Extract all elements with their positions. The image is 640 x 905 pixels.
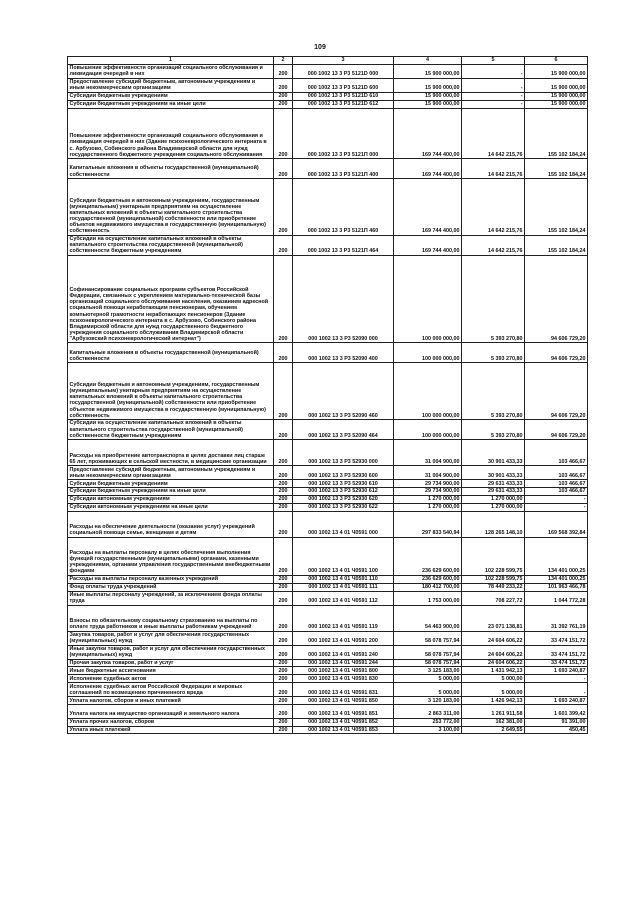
row-unexecuted-amount: 94 606 729,20 [525,255,588,343]
row-description: Субсидии бюджетным и автономным учреждениям, государственным (муниципальным) унитарным предприятиям на осуществление капитальных вложений в объекты капитального строительства государственной (муниципальной) собственности или приобретение объектов недвижимого имущества в государственную (муниципальную) собственность [68,179,274,236]
table-row [68,466,588,480]
table-row [68,235,588,255]
table-row [68,503,588,511]
row-line-code: 200 [274,667,293,675]
row-unexecuted-amount: 31 392 761,19 [525,605,588,631]
row-line-code: 200 [274,466,293,480]
row-approved-amount: 100 000 000,00 [394,363,462,420]
row-description: Иные закупки товаров, работ и услуг для обеспечения государственных (муниципальных) нужд [68,645,274,659]
row-budget-code: 000 1002 13 4 01 Ч0591 240 [293,645,394,659]
row-line-code: 200 [274,675,293,683]
row-approved-amount: 31 004 900,00 [394,440,462,466]
column-header: 1 [68,57,274,65]
row-line-code: 200 [274,159,293,179]
row-description: Капитальные вложения в объекты государственной (муниципальной) собственности [68,343,274,363]
row-executed-amount: 30 901 433,33 [462,440,525,466]
row-description: Расходы на выплаты персоналу в целях обеспечения выполнения функций государственными (муниципальными) органами, казенными учреждениями, органами управления государственными внебюджетными фондами [68,537,274,575]
row-line-code: 200 [274,179,293,236]
row-approved-amount: 100 000 000,00 [394,255,462,343]
row-approved-amount: 3 125 183,00 [394,667,462,675]
row-line-code: 200 [274,645,293,659]
row-approved-amount: 29 734 900,00 [394,488,462,496]
row-approved-amount: 5 000,00 [394,675,462,683]
row-executed-amount: - [462,92,525,100]
row-executed-amount: 14 642 215,76 [462,179,525,236]
row-approved-amount: 1 270 000,00 [394,495,462,503]
row-unexecuted-amount: 1 693 240,87 [525,667,588,675]
row-budget-code: 000 1002 13 3 P3 52930 620 [293,495,394,503]
row-description: Уплата налога на имущество организаций и земельного налога [68,705,274,719]
column-header: 6 [525,57,588,65]
row-executed-amount: 30 901 433,33 [462,466,525,480]
row-line-code: 200 [274,631,293,645]
row-description: Субсидии бюджетным и автономным учреждениям, государственным (муниципальным) унитарным предприятиям на осуществление капитальных вложений в объекты капитального строительства государственной (муниципальной) собственности или приобретение объектов недвижимого имущества в государственную (муниципальную) собственность [68,363,274,420]
row-unexecuted-amount: 155 102 184,24 [525,108,588,159]
row-budget-code: 000 1002 13 3 P3 52930 612 [293,488,394,496]
page-number: 109 [314,44,326,51]
row-line-code: 200 [274,235,293,255]
row-description: Взносы по обязательному социальному страхованию на выплаты по оплате труда работников и иные выплаты работникам учреждений [68,605,274,631]
row-executed-amount: 24 604 606,22 [462,645,525,659]
row-description: Субсидии бюджетным учреждениям на иные цели [68,488,274,496]
row-executed-amount: 29 631 433,33 [462,480,525,488]
table-row [68,705,588,719]
row-description: Предоставление субсидий бюджетным, автономным учреждениям и иным некоммерческим организациям [68,466,274,480]
row-line-code: 200 [274,343,293,363]
row-budget-code: 000 1002 13 4 01 Ч0591 853 [293,726,394,734]
row-description: Исполнение судебных актов Российской Федерации и мировых соглашений по возмещению причиненного вреда [68,683,274,697]
row-budget-code: 000 1002 13 3 P3 52930 610 [293,480,394,488]
row-line-code: 200 [274,495,293,503]
row-line-code: 200 [274,575,293,583]
row-budget-code: 000 1002 13 3 P3 5121D 610 [293,92,394,100]
row-executed-amount: 5 393 270,80 [462,343,525,363]
row-executed-amount: 24 604 606,22 [462,659,525,667]
row-approved-amount: 169 744 400,00 [394,235,462,255]
row-budget-code: 000 1002 13 4 01 Ч0591 244 [293,659,394,667]
table-row [68,179,588,236]
row-approved-amount: 169 744 400,00 [394,159,462,179]
row-unexecuted-amount: 91 391,00 [525,718,588,726]
row-executed-amount: 1 270 000,00 [462,503,525,511]
row-approved-amount: 169 744 400,00 [394,108,462,159]
row-budget-code: 000 1002 13 3 P3 52090 464 [293,420,394,440]
row-approved-amount: 29 734 900,00 [394,480,462,488]
row-line-code: 200 [274,659,293,667]
row-executed-amount: 1 426 942,13 [462,697,525,705]
table-row [68,495,588,503]
row-line-code: 200 [274,92,293,100]
table-row [68,420,588,440]
table-row [68,488,588,496]
row-unexecuted-amount: 101 963 466,78 [525,583,588,591]
row-approved-amount: 236 629 600,00 [394,537,462,575]
row-unexecuted-amount: 15 900 000,00 [525,92,588,100]
row-unexecuted-amount: 103 466,67 [525,466,588,480]
row-description: Субсидии бюджетным учреждениям на иные цели [68,100,274,108]
row-budget-code: 000 1002 13 4 01 Ч0591 112 [293,591,394,605]
row-budget-code: 000 1002 13 4 01 Ч0591 830 [293,675,394,683]
row-description: Уплата иных платежей [68,726,274,734]
row-approved-amount: 31 004 900,00 [394,466,462,480]
table-row [68,583,588,591]
row-line-code: 200 [274,705,293,719]
table-row [68,440,588,466]
row-executed-amount: 23 071 138,81 [462,605,525,631]
row-executed-amount: 102 228 599,75 [462,575,525,583]
row-approved-amount: 2 863 311,00 [394,705,462,719]
row-approved-amount: 15 900 000,00 [394,64,462,78]
row-description: Расходы на выплаты персоналу казенных учреждений [68,575,274,583]
row-budget-code: 000 1002 13 3 P3 5121П 460 [293,179,394,236]
row-description: Предоставление субсидий бюджетным, автономным учреждениям и иным некоммерческим организациям [68,78,274,92]
row-executed-amount: 102 228 599,75 [462,537,525,575]
table-row [68,697,588,705]
row-description: Софинансирование социальных программ субъектов Российской Федерации, связанных с укреплением материально-технической базы организаций социального обслуживания населения, оказанием адресной социальной помощи неработающим пенсионерам, обучением компьютерной грамотности неработающих пенсионеров (Здание психоневрологического интерната в с. Арбузово, Собинского района Владимирской области для нужд государственного бюджетного учреждения социального обслуживания Владимирской области "Арбузовский психоневрологический интернат") [68,255,274,343]
row-line-code: 200 [274,726,293,734]
row-unexecuted-amount: - [525,675,588,683]
row-approved-amount: 236 629 600,00 [394,575,462,583]
table-row [68,667,588,675]
row-line-code: 200 [274,537,293,575]
row-line-code: 200 [274,64,293,78]
row-unexecuted-amount: 94 606 729,20 [525,420,588,440]
row-budget-code: 000 1002 13 3 P3 52930 600 [293,466,394,480]
budget-table [67,56,588,734]
row-budget-code: 000 1002 13 4 01 Ч0591 100 [293,537,394,575]
row-line-code: 200 [274,583,293,591]
row-description: Повышение эффективности организаций социального обслуживания и ликвидация очередей в них [68,64,274,78]
row-description: Уплата прочих налогов, сборов [68,718,274,726]
row-executed-amount: 14 642 215,76 [462,159,525,179]
row-executed-amount: 2 649,55 [462,726,525,734]
table-row [68,108,588,159]
row-unexecuted-amount: 94 606 729,20 [525,343,588,363]
table-row [68,645,588,659]
row-description: Повышение эффективности организаций социального обслуживания и ликвидация очередей в них (Здание психоневрологического интерната в с. Арбузово, Собинского района Владимирской области для нужд государственного бюджетного учреждения социального обслуживания [68,108,274,159]
row-unexecuted-amount: 33 474 151,72 [525,645,588,659]
row-description: Субсидии автономным учреждениям [68,495,274,503]
row-budget-code: 000 1002 13 3 P3 52930 622 [293,503,394,511]
row-approved-amount: 58 078 757,94 [394,659,462,667]
row-budget-code: 000 1002 13 3 P3 5121D 612 [293,100,394,108]
row-approved-amount: 58 078 757,94 [394,645,462,659]
row-unexecuted-amount: 33 474 151,72 [525,659,588,667]
row-approved-amount: 100 000 000,00 [394,420,462,440]
table-row [68,100,588,108]
row-line-code: 200 [274,100,293,108]
table-row [68,683,588,697]
row-budget-code: 000 1002 13 3 P3 5121D 000 [293,64,394,78]
row-description: Субсидии автономным учреждениям на иные цели [68,503,274,511]
row-unexecuted-amount: 1 601 399,42 [525,705,588,719]
row-unexecuted-amount: - [525,495,588,503]
row-approved-amount: 169 744 400,00 [394,179,462,236]
row-budget-code: 000 1002 13 4 01 Ч0591 111 [293,583,394,591]
row-description: Иные бюджетные ассигнования [68,667,274,675]
column-header: 2 [274,57,293,65]
row-line-code: 200 [274,697,293,705]
row-budget-code: 000 1002 13 4 01 Ч0591 000 [293,511,394,537]
column-header-row [68,57,588,65]
row-description: Субсидии на осуществление капитальных вложений в объекты капитального строительства государственной (муниципальной) собственности бюджетным учреждениям [68,420,274,440]
row-approved-amount: 180 412 700,00 [394,583,462,591]
row-line-code: 200 [274,255,293,343]
row-budget-code: 000 1002 13 3 P3 52090 460 [293,363,394,420]
row-budget-code: 000 1002 13 4 01 Ч0591 850 [293,697,394,705]
row-description: Субсидии на осуществление капитальных вложений в объекты капитального строительства государственной (муниципальной) собственности бюджетным учреждениям [68,235,274,255]
row-approved-amount: 3 120 183,00 [394,697,462,705]
row-approved-amount: 1 753 000,00 [394,591,462,605]
row-executed-amount: 1 431 942,13 [462,667,525,675]
row-unexecuted-amount: 33 474 151,72 [525,631,588,645]
row-executed-amount: 14 642 215,76 [462,108,525,159]
row-description: Субсидии бюджетным учреждениям [68,480,274,488]
row-line-code: 200 [274,108,293,159]
row-budget-code: 000 1002 13 3 P3 52090 400 [293,343,394,363]
row-unexecuted-amount: 134 401 000,25 [525,575,588,583]
table-row [68,159,588,179]
row-executed-amount: 29 631 433,33 [462,488,525,496]
row-budget-code: 000 1002 13 4 01 Ч0591 110 [293,575,394,583]
row-unexecuted-amount: 103 466,67 [525,440,588,466]
row-approved-amount: 5 000,00 [394,683,462,697]
row-approved-amount: 15 900 000,00 [394,78,462,92]
row-executed-amount: 14 642 215,76 [462,235,525,255]
row-budget-code: 000 1002 13 3 P3 5121П 464 [293,235,394,255]
row-line-code: 200 [274,488,293,496]
row-unexecuted-amount: - [525,683,588,697]
row-executed-amount: 162 381,00 [462,718,525,726]
row-description: Субсидии бюджетным учреждениям [68,92,274,100]
row-description: Расходы на обеспечение деятельности (оказание услуг) учреждений социальной помощи семье, женщинам и детям [68,511,274,537]
table-row [68,64,588,78]
row-unexecuted-amount: - [525,503,588,511]
row-line-code: 200 [274,420,293,440]
row-line-code: 200 [274,78,293,92]
row-description: Исполнение судебных актов [68,675,274,683]
table-row [68,605,588,631]
column-header: 3 [293,57,394,65]
row-unexecuted-amount: 103 466,67 [525,488,588,496]
table-row [68,255,588,343]
row-approved-amount: 58 078 757,94 [394,631,462,645]
table-row [68,575,588,583]
row-line-code: 200 [274,503,293,511]
row-line-code: 200 [274,718,293,726]
table-row [68,537,588,575]
table-row [68,480,588,488]
row-executed-amount: - [462,64,525,78]
row-executed-amount: 5 000,00 [462,675,525,683]
row-executed-amount: 708 227,72 [462,591,525,605]
row-description: Фонд оплаты труда учреждений [68,583,274,591]
row-description: Иные выплаты персоналу учреждений, за исключением фонда оплаты труда [68,591,274,605]
row-description: Уплата налогов, сборов и иных платежей [68,697,274,705]
row-approved-amount: 1 270 000,00 [394,503,462,511]
row-unexecuted-amount: 155 102 184,24 [525,159,588,179]
row-approved-amount: 3 100,00 [394,726,462,734]
row-approved-amount: 297 833 540,94 [394,511,462,537]
table-row [68,363,588,420]
row-description: Прочая закупка товаров, работ и услуг [68,659,274,667]
table-row [68,659,588,667]
column-header: 5 [462,57,525,65]
row-unexecuted-amount: 155 102 184,24 [525,235,588,255]
row-unexecuted-amount: 134 401 000,25 [525,537,588,575]
row-budget-code: 000 1002 13 4 01 Ч0591 119 [293,605,394,631]
table-row [68,92,588,100]
row-budget-code: 000 1002 13 3 P3 5121П 400 [293,159,394,179]
row-executed-amount: - [462,78,525,92]
row-budget-code: 000 1002 13 4 01 Ч0591 800 [293,667,394,675]
row-budget-code: 000 1002 13 3 P3 52090 000 [293,255,394,343]
row-description: Расходы на приобретение автотранспорта в целях доставки лиц старше 65 лет, проживающих в сельской местности, в медицинские организации [68,440,274,466]
row-approved-amount: 15 900 000,00 [394,100,462,108]
row-budget-code: 000 1002 13 3 P3 5121П 000 [293,108,394,159]
row-executed-amount: 5 393 270,80 [462,363,525,420]
row-description: Закупка товаров, работ и услуг для обеспечения государственных (муниципальных) нужд [68,631,274,645]
row-approved-amount: 54 463 900,00 [394,605,462,631]
row-budget-code: 000 1002 13 3 P3 52930 000 [293,440,394,466]
row-executed-amount: 5 000,00 [462,683,525,697]
row-line-code: 200 [274,363,293,420]
table-row [68,343,588,363]
row-budget-code: 000 1002 13 4 01 Ч0591 852 [293,718,394,726]
row-unexecuted-amount: 1 044 772,28 [525,591,588,605]
row-budget-code: 000 1002 13 4 01 Ч0591 831 [293,683,394,697]
row-budget-code: 000 1002 13 4 01 Ч0591 200 [293,631,394,645]
row-unexecuted-amount: 15 900 000,00 [525,100,588,108]
row-budget-code: 000 1002 13 4 01 Ч0591 851 [293,705,394,719]
row-line-code: 200 [274,683,293,697]
row-line-code: 200 [274,480,293,488]
row-approved-amount: 15 900 000,00 [394,92,462,100]
row-description: Капитальные вложения в объекты государственной (муниципальной) собственности [68,159,274,179]
row-approved-amount: 253 772,00 [394,718,462,726]
row-unexecuted-amount: 15 900 000,00 [525,64,588,78]
row-executed-amount: 1 261 911,58 [462,705,525,719]
row-executed-amount: 1 270 000,00 [462,495,525,503]
row-budget-code: 000 1002 13 3 P3 5121D 600 [293,78,394,92]
table-row [68,718,588,726]
row-line-code: 200 [274,591,293,605]
row-executed-amount: 78 449 233,22 [462,583,525,591]
row-executed-amount: 24 604 606,22 [462,631,525,645]
row-executed-amount: 5 393 270,80 [462,420,525,440]
row-unexecuted-amount: 15 900 000,00 [525,78,588,92]
row-executed-amount: - [462,100,525,108]
table-row [68,675,588,683]
row-unexecuted-amount: 1 693 240,87 [525,697,588,705]
table-row [68,631,588,645]
table-row [68,78,588,92]
row-line-code: 200 [274,605,293,631]
row-executed-amount: 5 393 270,80 [462,255,525,343]
row-unexecuted-amount: 450,45 [525,726,588,734]
table-row [68,511,588,537]
row-unexecuted-amount: 103 466,67 [525,480,588,488]
row-unexecuted-amount: 94 606 729,20 [525,363,588,420]
row-approved-amount: 100 000 000,00 [394,343,462,363]
table-row [68,726,588,734]
row-unexecuted-amount: 155 102 184,24 [525,179,588,236]
row-line-code: 200 [274,440,293,466]
row-unexecuted-amount: 169 568 392,84 [525,511,588,537]
row-line-code: 200 [274,511,293,537]
row-executed-amount: 128 265 148,10 [462,511,525,537]
table-row [68,591,588,605]
column-header: 4 [394,57,462,65]
